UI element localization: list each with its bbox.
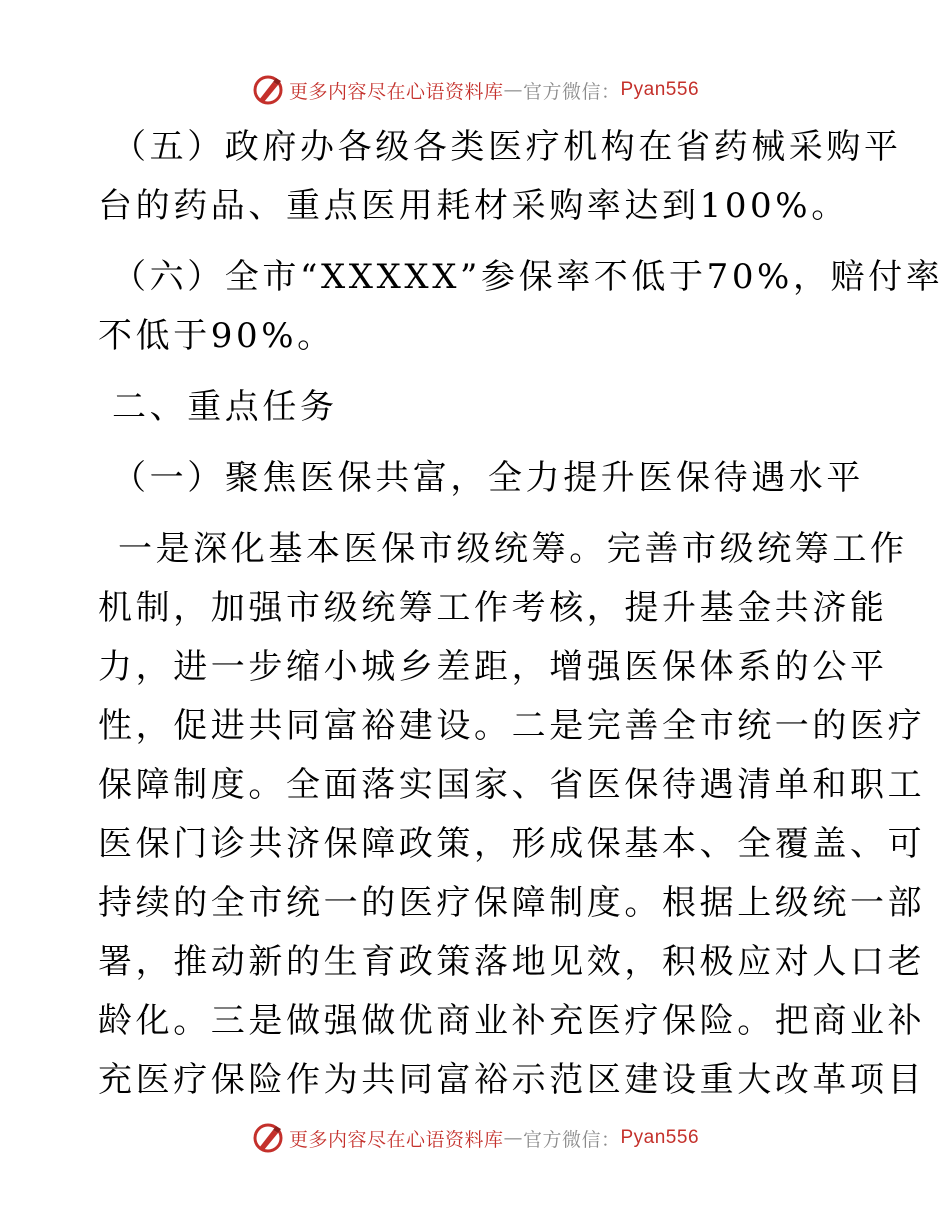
pen-logo-icon: [251, 1121, 285, 1155]
watermark-contact-label: 官方微信：: [522, 1128, 621, 1151]
text-line: 机制，加强市级统筹工作考核，提升基金共济能: [98, 588, 888, 628]
paragraph-gap: [98, 366, 858, 378]
text-line: 龄化。三是做强做优商业补充医疗保险。把商业补: [98, 1001, 926, 1041]
watermark-site-text: 更多内容尽在心语资料库: [288, 1128, 504, 1151]
text-line: 不低于90%。: [98, 316, 335, 356]
text-line: 力，进一步缩小城乡差距，增强医保体系的公平: [98, 647, 888, 687]
text-line: 医保门诊共济保障政策，形成保基本、全覆盖、可: [98, 824, 926, 864]
text-line: 性，促进共同富裕建设。二是完善全市统一的医疗: [98, 706, 926, 746]
watermark-site-text: 更多内容尽在心语资料库: [288, 80, 504, 103]
text-line: 持续的全市统一的医疗保障制度。根据上级统一部: [98, 883, 926, 923]
text-line: 署，推动新的生育政策落地见效，积极应对人口老: [98, 942, 926, 982]
text-line: （五）政府办各级各类医疗机构在省药械采购平: [112, 127, 902, 167]
header-watermark: [0, 72, 950, 108]
watermark-wechat-id: Pyan556: [620, 79, 700, 100]
footer-watermark: [0, 1120, 950, 1156]
paragraph-gap: [98, 437, 858, 449]
text-line: 充医疗保险作为共同富裕示范区建设重大改革项目: [98, 1060, 926, 1100]
watermark-wechat-id: Pyan556: [620, 1127, 700, 1148]
subsection-heading: （一）聚焦医保共富，全力提升医保待遇水平: [112, 458, 864, 498]
paragraph-gap: [98, 508, 858, 520]
text-line: 台的药品、重点医用耗材采购率达到100%。: [98, 186, 849, 226]
pen-logo-icon: [251, 73, 285, 107]
paragraph-gap: [98, 236, 858, 248]
document-body: [98, 118, 944, 1110]
text-line: 保障制度。全面落实国家、省医保待遇清单和职工: [98, 765, 926, 805]
watermark-separator: —: [503, 1127, 523, 1149]
watermark-separator: —: [503, 79, 523, 101]
section-heading: 二、重点任务: [112, 387, 338, 427]
text-line: 一是深化基本医保市级统筹。完善市级统筹工作: [118, 529, 908, 569]
text-line: （六）全市“XXXXX”参保率不低于70%，赔付率: [112, 257, 944, 297]
watermark-contact-label: 官方微信：: [522, 80, 621, 103]
